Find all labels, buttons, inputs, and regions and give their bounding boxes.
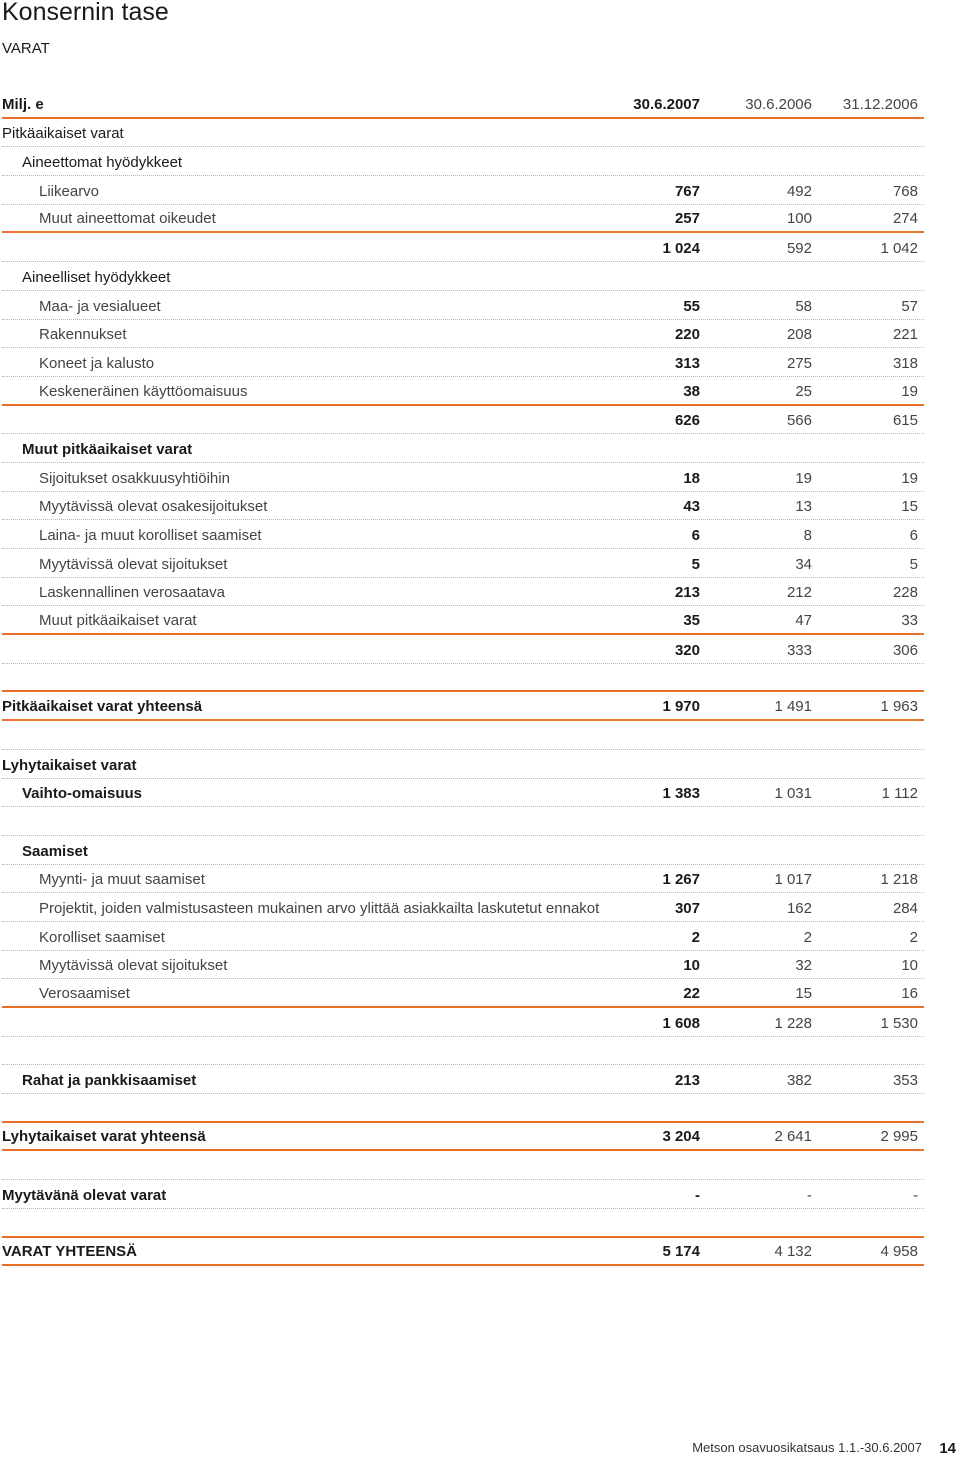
row-label: Myytävissä olevat osakesijoitukset	[39, 498, 268, 516]
table-row	[2, 865, 924, 894]
row-value-3: 353	[892, 1072, 918, 1090]
table-row	[2, 549, 924, 578]
row-label: Rakennukset	[39, 326, 127, 344]
row-value-1: 38	[683, 382, 700, 400]
row-label: Aineettomat hyödykkeet	[22, 154, 183, 172]
row-value-3: 15	[901, 498, 918, 516]
row-value-2: 15	[795, 985, 812, 1002]
row-value-3: 10	[901, 957, 918, 975]
row-value-2: 566	[786, 412, 812, 430]
row-value-1: 55	[683, 297, 700, 315]
row-value-1: 1 383	[662, 785, 700, 803]
row-value-1: 213	[674, 584, 700, 602]
row-label: Myytävissä olevat sijoitukset	[39, 957, 228, 975]
row-value-2: 58	[795, 297, 812, 315]
table-row	[2, 1094, 924, 1123]
row-value-2: 382	[786, 1072, 812, 1090]
table-row	[2, 836, 924, 865]
table-row	[2, 262, 924, 291]
row-label: Vaihto-omaisuus	[22, 785, 143, 803]
row-value-3: 768	[892, 182, 918, 200]
row-value-1: 6	[691, 527, 700, 544]
row-value-3: 221	[892, 326, 918, 344]
row-value-3: 57	[901, 297, 918, 315]
table-row	[2, 1151, 924, 1180]
row-value-3: 228	[892, 584, 918, 602]
table-row	[2, 979, 924, 1008]
table-row	[2, 1180, 924, 1209]
table-row	[2, 721, 924, 750]
row-value-2: 13	[795, 498, 812, 516]
row-value-1: 18	[683, 469, 700, 487]
row-value-1: 313	[674, 354, 700, 372]
table-row	[2, 463, 924, 492]
row-value-2: 492	[786, 182, 812, 200]
row-value-1: 5 174	[662, 1243, 700, 1261]
row-value-2: 100	[786, 210, 812, 228]
row-label: Pitkäaikaiset varat yhteensä	[2, 698, 203, 716]
row-label: Myytävänä olevat varat	[2, 1186, 167, 1204]
row-value-3: 33	[901, 612, 918, 630]
table-row	[2, 492, 924, 521]
row-value-2: 1 491	[774, 698, 812, 716]
row-value-1: 2	[691, 928, 700, 946]
row-label: Muut pitkäaikaiset varat	[22, 440, 193, 458]
row-value-3: 318	[892, 354, 918, 372]
row-value-2: 25	[795, 382, 812, 400]
row-value-3: 5	[909, 555, 918, 573]
row-value-3: 16	[901, 985, 918, 1002]
row-value-1: 1 024	[662, 240, 700, 258]
row-value-3: 1 530	[880, 1014, 918, 1032]
balance-sheet-table	[2, 90, 924, 1266]
row-value-1: -	[695, 1186, 700, 1204]
row-label: Pitkäaikaiset varat	[2, 125, 124, 143]
row-value-2: 1 017	[774, 871, 812, 889]
page-number: 14	[939, 1440, 956, 1457]
row-label: Maa- ja vesialueet	[39, 297, 161, 315]
row-value-1: 320	[674, 641, 700, 659]
row-value-1: 22	[683, 985, 700, 1002]
header-col-2007: 30.6.2007	[633, 95, 700, 113]
table-header	[2, 90, 924, 119]
table-row	[2, 807, 924, 836]
table-row	[2, 233, 924, 262]
row-label: Koneet ja kalusto	[39, 354, 155, 372]
row-value-1: 1 970	[662, 698, 700, 716]
row-value-2: 2 641	[774, 1128, 812, 1146]
row-value-2: 162	[786, 899, 812, 917]
table-row	[2, 893, 924, 922]
row-value-2: 32	[795, 957, 812, 975]
table-row	[2, 320, 924, 349]
table-row	[2, 692, 924, 721]
row-value-2: 1 228	[774, 1014, 812, 1032]
table-row	[2, 779, 924, 808]
row-value-3: 284	[892, 899, 918, 917]
row-value-2: 19	[795, 469, 812, 487]
row-value-2: 34	[795, 555, 812, 573]
row-label: Laskennallinen verosaatava	[39, 584, 225, 602]
row-value-3: 19	[901, 382, 918, 400]
table-row	[2, 348, 924, 377]
table-row	[2, 119, 924, 148]
row-label: VARAT YHTEENSÄ	[2, 1243, 138, 1261]
table-row	[2, 578, 924, 607]
row-value-1: 257	[674, 210, 700, 228]
table-row	[2, 291, 924, 320]
row-label: Sijoitukset osakkuusyhtiöihin	[39, 469, 230, 487]
row-value-3: 306	[892, 641, 918, 659]
row-value-2: 8	[803, 527, 812, 544]
table-row	[2, 750, 924, 779]
table-row	[2, 1238, 924, 1267]
row-value-3: 2 995	[880, 1128, 918, 1146]
table-row	[2, 606, 924, 635]
row-label: Projektit, joiden valmistusasteen mukainen arvo ylittää asiakkailta laskutetut ennakot	[39, 899, 600, 917]
row-value-2: 275	[786, 354, 812, 372]
row-label: Aineelliset hyödykkeet	[22, 268, 171, 286]
row-label: Lyhytaikaiset varat yhteensä	[2, 1128, 206, 1146]
row-label: Lyhytaikaiset varat	[2, 756, 137, 774]
table-row	[2, 147, 924, 176]
table-row	[2, 1123, 924, 1152]
row-value-2: 4 132	[774, 1243, 812, 1261]
row-value-1: 767	[674, 182, 700, 200]
table-row	[2, 176, 924, 205]
row-value-1: 1 267	[662, 871, 700, 889]
table-row	[2, 635, 924, 664]
row-value-3: 6	[909, 527, 918, 544]
row-value-2: -	[807, 1186, 812, 1204]
row-value-3: 1 963	[880, 698, 918, 716]
row-label: Keskeneräinen käyttöomaisuus	[39, 382, 248, 400]
row-value-2: 212	[786, 584, 812, 602]
section-subtitle: VARAT	[2, 40, 50, 57]
row-value-2: 592	[786, 240, 812, 258]
row-value-1: 626	[674, 412, 700, 430]
row-value-1: 10	[683, 957, 700, 975]
table-row	[2, 951, 924, 980]
row-value-3: 1 218	[880, 871, 918, 889]
header-col-2006-jun: 30.6.2006	[745, 95, 812, 113]
row-value-2: 333	[786, 641, 812, 659]
row-value-2: 1 031	[774, 785, 812, 803]
row-value-3: 4 958	[880, 1243, 918, 1261]
row-value-1: 213	[674, 1072, 700, 1090]
table-row	[2, 664, 924, 693]
row-value-1: 1 608	[662, 1014, 700, 1032]
row-label: Rahat ja pankkisaamiset	[22, 1072, 197, 1090]
row-value-1: 35	[683, 612, 700, 630]
table-row	[2, 520, 924, 549]
table-row	[2, 1037, 924, 1066]
row-value-3: 19	[901, 469, 918, 487]
row-value-1: 220	[674, 326, 700, 344]
table-row	[2, 406, 924, 435]
table-row	[2, 1065, 924, 1094]
row-label: Laina- ja muut korolliset saamiset	[39, 527, 262, 544]
table-body	[2, 119, 924, 1267]
row-value-2: 47	[795, 612, 812, 630]
table-row	[2, 434, 924, 463]
table-row	[2, 1209, 924, 1238]
row-value-1: 5	[691, 555, 700, 573]
table-row	[2, 205, 924, 234]
table-row	[2, 1008, 924, 1037]
row-label: Muut pitkäaikaiset varat	[39, 612, 197, 630]
row-label: Myynti- ja muut saamiset	[39, 871, 205, 889]
row-value-2: 208	[786, 326, 812, 344]
row-value-3: 274	[892, 210, 918, 228]
table-row	[2, 922, 924, 951]
page-title: Konsernin tase	[2, 0, 169, 26]
header-col-2006-dec: 31.12.2006	[842, 95, 918, 113]
row-value-1: 43	[683, 498, 700, 516]
footer-text: Metson osavuosikatsaus 1.1.-30.6.2007	[692, 1440, 922, 1455]
row-value-1: 3 204	[662, 1128, 700, 1146]
row-label: Saamiset	[22, 842, 88, 860]
row-value-3: 1 042	[880, 240, 918, 258]
row-value-1: 307	[674, 899, 700, 917]
header-unit-label: Milj. e	[2, 95, 44, 113]
row-label: Liikearvo	[39, 182, 100, 200]
table-row	[2, 377, 924, 406]
row-label: Korolliset saamiset	[39, 928, 165, 946]
row-value-3: 1 112	[881, 785, 918, 803]
row-label: Myytävissä olevat sijoitukset	[39, 555, 228, 573]
row-value-2: 2	[803, 928, 812, 946]
row-label: Verosaamiset	[39, 985, 130, 1002]
row-value-3: 615	[892, 412, 918, 430]
row-label: Muut aineettomat oikeudet	[39, 210, 216, 228]
row-value-3: -	[913, 1186, 918, 1204]
row-value-3: 2	[909, 928, 918, 946]
